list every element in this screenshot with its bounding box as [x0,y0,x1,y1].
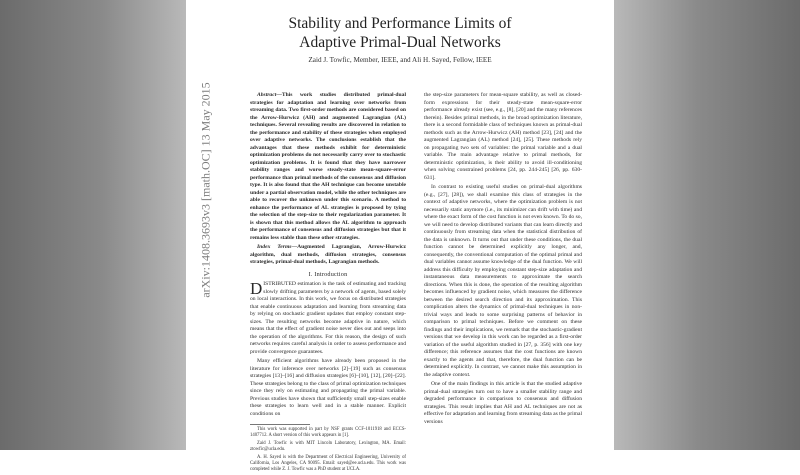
drop-cap: D [250,279,263,298]
footnote-rule [250,424,310,425]
footnote-2: Zaid J. Towfic is with MIT Lincoln Laboratory, Lexington, MA. Email: ztowfic@ucla.edu. [250,441,406,452]
abstract-label: Abstract [257,92,277,98]
right-paragraph-1: the step-size parameters for mean-square stability, as well as closed-form expressions for their steady-state mean-square-error performance already exist (see, e.g., [8], [20] and the many references therein). Besides primal methods, in the broad optimization literature, there is a second formidable class of techniques known as primal-dual methods such as the Arrow-Hurwicz (AH) method [23], [24] and the augmented Lagrangian (AL) method [24], [25]. These methods rely on propagating two sets of variables: the primal variable and a dual variable. The main advantage relative to primal methods, for deterministic optimization, is their ability to avoid ill-conditioning when solving constrained problems [24, pp. 244-245] [26, pp. 630-631]. [424,92,582,181]
index-terms [250,244,406,267]
left-column [250,92,406,475]
intro-paragraph-2: Many efficient algorithms have already been proposed in the literature for inference over networks [2]–[19] such as consensus strategies [13]–[16] and diffusion strategies [6]–[10], [12], [20]–[22]. These strategies belong to the class of primal optimization techniques since they rely on estimating and propagating the primal variable. Previous studies have shown that sufficiently small step-sizes enable these strategies to learn well and in a stable manner. Explicit conditions on [250,358,406,417]
arxiv-stamp [196,40,216,340]
intro-paragraph-1 [250,281,406,356]
paper-title [224,14,576,52]
abstract-text: —This work studies distributed primal-dual strategies for adaptation and learning over networks from streaming data. Two first-order methods are considered based on the Arrow-Hurwicz (AH) and augmented Lagrangian (AL) techniques. Several revealing results are discovered in relation to the performance and stability of these strategies when employed over adaptive networks. The conclusions establish that the advantages that these methods exhibit for deterministic optimization problems do not necessarily carry over to stochastic optimization problems. It is found that they have narrower stability ranges and worse steady-state mean-square-error performance than primal methods of the consensus and diffusion type. It is also found that the AH technique can become unstable under a partial observation model, while the other techniques are able to recover the unknown under this scenario. A method to enhance the performance of AL strategies is proposed by tying the selection of the step-size to their regularization parameter. It is shown that this method allows the AL algorithm to approach the performance of consensus and diffusion strategies but that it remains less stable than these other strategies. [250,92,406,241]
right-dark-margin [614,0,800,450]
footnote-1: This work was supported in part by NSF grants CCF-1011918 and ECCS-1407712. A short version of this work appears in [1]. [250,427,406,438]
right-paragraph-2: In contrast to existing useful studies on primal-dual algorithms (e.g., [27], [28]), we shall examine this class of strategies in the context of adaptive networks, where the optimization problem is not necessarily static anymore (i.e., its minimizer can drift with time) and where the exact form of the cost function is not even known. To do so, we will need to develop distributed variants that can learn directly and continuously from streaming data when the statistical distribution of the data is unknown. It turns out that under these conditions, the dual function cannot be determined explicitly any longer, and, consequently, the conventional computation of the optimal primal and dual variables cannot assume knowledge of the dual function. We will address this difficulty by employing constant step-size adaptation and instantaneous data measurements to approximate the search directions. When this is done, the operation of the resulting algorithm becomes influenced by gradient noise, which measures the difference between the desired search direction and its approximation. This complication alters the dynamics of primal-dual techniques in non-trivial ways and leads to some surprising patterns of behavior in comparison to primal techniques. Before we comment on these findings and their implications, we remark that the stochastic-gradient versions that we develop in this work can be regarded as a first-order variation of the useful algorithm studied in [27, p. 356] with one key difference; this reference assumes that the cost functions are known exactly to the agents and that, therefore, the dual function can be determined explicitly. In contrast, we cannot make this assumption in the adaptive context. [424,184,582,378]
footnote-3: A. H. Sayed is with the Department of Electrical Engineering, University of California, Los Angeles, CA 90095. Email: sayed@ee.ucla.edu. This work was completed while Z. J. Towfic was a PhD student at UCLA. [250,455,406,472]
index-terms-text: —Augmented Lagrangian, Arrow-Hurwicz algorithm, dual methods, diffusion strategies, consensus strategies, primal-dual methods, Lagrangian methods. [250,244,406,265]
section-heading: I. Introduction [308,270,348,278]
right-column [424,92,582,428]
arxiv-id: arXiv:1408.3693v3 [math.OC] 13 May 2015 [198,82,213,298]
abstract [250,92,406,242]
left-dark-margin [0,0,186,450]
title-line-1: Stability and Performance Limits of [288,15,512,32]
intro-paragraph-1-text: ISTRIBUTED estimation is the task of estimating and tracking slowly drifting parameters by a network of agents, based solely on local interactions. In this work, we focus on distributed strategies that enable continuous adaptation and learning from streaming data by relying on stochastic gradient updates that employ constant step-sizes. The resulting networks become adaptive in nature, which means that the effect of gradient noise never dies out and seeps into the operation of the algorithms. For this reason, the design of such networks requires careful analysis in order to assess performance and provide convergence guarantees. [250,281,406,355]
title-line-2: Adaptive Primal-Dual Networks [299,34,501,51]
right-paragraph-3: One of the main findings in this article is that the studied adaptive primal-dual strategies turn out to have a smaller stability range and degraded performance in comparison to consensus and diffusion strategies. This result implies that AH and AL techniques are not as effective for adaptation and learning from streaming data as the primal versions [424,381,583,425]
index-terms-label: Index Terms [257,244,292,250]
paper-authors: Zaid J. Towfic, Member, IEEE, and Ali H. Sayed, Fellow, IEEE [308,56,492,64]
